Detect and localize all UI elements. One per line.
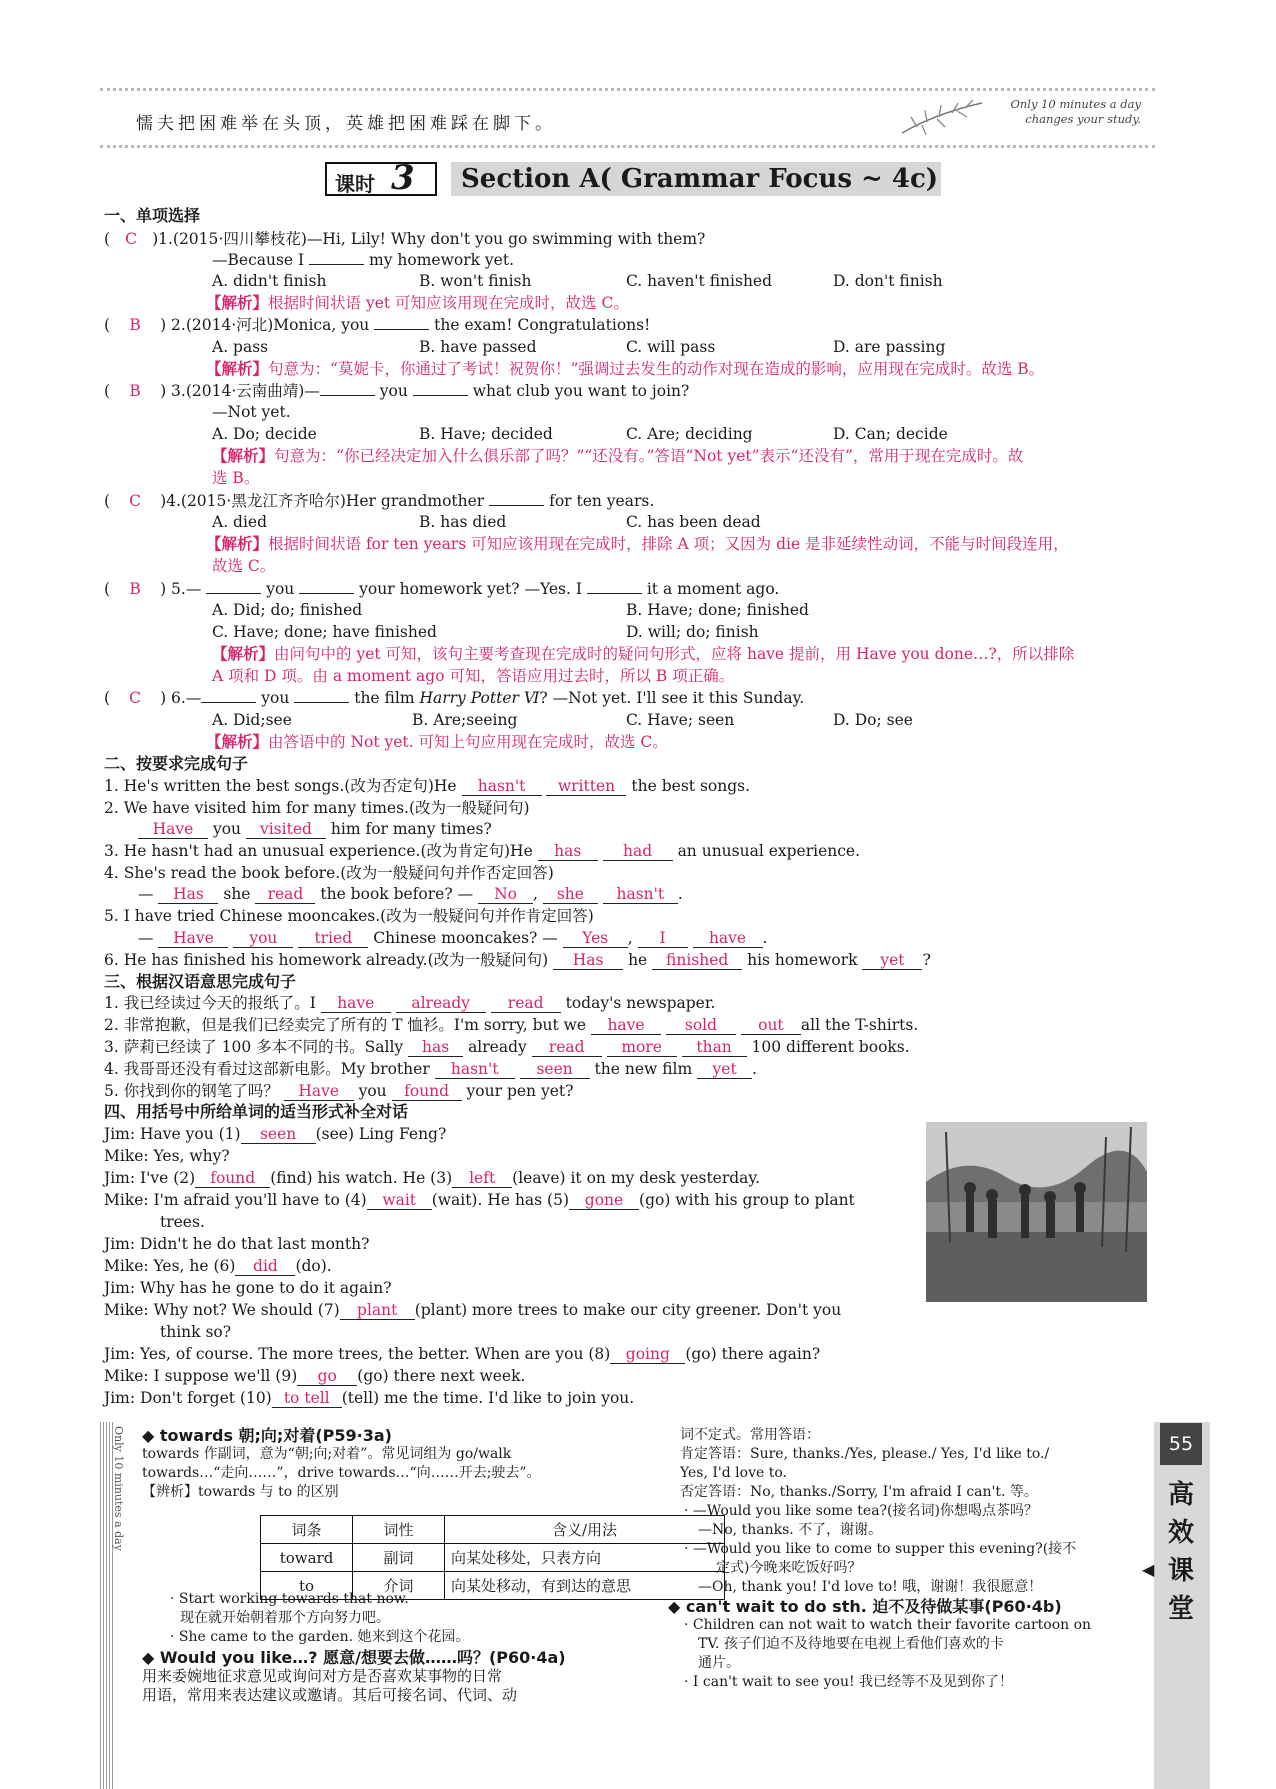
table-cell: 介词 (353, 1572, 445, 1600)
answer-blank: Have (158, 930, 228, 948)
answer-blank: seen (520, 1061, 590, 1079)
slogan-line-1: Only 10 minutes a day (1010, 97, 1141, 111)
sentence-tail: an unusual experience. (677, 842, 861, 860)
answer-blank: Have (138, 821, 208, 839)
table-header: 含义/用法 (445, 1516, 725, 1544)
blank (294, 689, 349, 703)
film-title: Harry Potter Ⅵ (419, 689, 540, 707)
q5-stem-b: you (266, 580, 295, 598)
blank (374, 316, 429, 330)
q1-stem: )1.(2015·四川攀枝花)—Hi, Lily! Why don't you go swimming with them? (152, 230, 706, 248)
dialog-line-8 (104, 1300, 841, 1320)
example: · —Would you like to come to supper this evening?(接不 (684, 1541, 1077, 1557)
key-label: 【解析】 (206, 534, 269, 553)
q3-stem: ) 3.(2014·云南曲靖)— (160, 382, 320, 400)
answer-blank: yet (862, 952, 922, 970)
sentence-text: 1. 我已经读过今天的报纸了。I (104, 994, 316, 1012)
dialog-text: Mike: Why not? We should (7) (104, 1301, 340, 1319)
answer-blank: has (408, 1039, 463, 1057)
dialog-text: Jim: I've (2) (104, 1169, 196, 1187)
table-cell: toward (261, 1544, 353, 1572)
option: A. didn't finish (212, 272, 327, 290)
p2-sentence-1 (104, 776, 750, 796)
q6-explanation (206, 732, 668, 752)
answer-blank: have (591, 1017, 661, 1035)
answer-blank: you (233, 930, 293, 948)
key-text: 句意为：“莫妮卡，你通过了考试！祝贺你！”强调过去发生的动作对现在造成的影响，应用现在完成时。故选 B。 (268, 360, 1045, 378)
q6-stem: ) 6.— (160, 689, 202, 707)
p2-sentence-3 (104, 841, 860, 861)
notes-left-examples (170, 1590, 470, 1647)
note-text: 否定答语：No, thanks./Sorry, I'm afraid I can't. 等。 (680, 1484, 1038, 1500)
dialog-line-1 (104, 1124, 446, 1144)
answer-blank: left (452, 1170, 512, 1188)
option: C. haven't finished (626, 272, 773, 290)
answer-blank: I (638, 930, 688, 948)
slogan (1010, 97, 1141, 127)
notes-right-column (668, 1426, 1092, 1692)
blank (201, 689, 256, 703)
answer-blank: hasn't (462, 778, 542, 796)
answer-mid: his homework (747, 951, 858, 969)
p2-sentence-2: 2. We have visited him for many times.(改为一般疑问句) (104, 799, 530, 817)
q3-explanation (212, 446, 1023, 466)
example: 定式)今晚来吃饭好吗？ (716, 1560, 862, 1576)
part1-heading: 一、单项选择 (104, 206, 201, 225)
sentence-tail: 100 different books. (751, 1038, 910, 1056)
answer-blank: have (693, 930, 763, 948)
answer-blank: Yes (563, 930, 628, 948)
answer-blank: to tell (272, 1390, 342, 1408)
answer-blank: gone (569, 1192, 639, 1210)
notes-panel (100, 1422, 1200, 1789)
answer-blank: read (491, 995, 561, 1013)
example: 通片。 (698, 1655, 740, 1671)
key-label: 【解析】 (212, 644, 275, 663)
option: D. will; do; finish (626, 623, 759, 641)
answer-blank: more (607, 1039, 677, 1057)
sentence-text: 4. 我哥哥还没有看过这部新电影。My brother (104, 1060, 430, 1078)
p2-sentence-4: 4. She's read the book before.(改为一般疑问句并作否定回答) (104, 864, 554, 882)
q3-explanation-2: 选 B。 (212, 469, 260, 487)
dialog-line-9 (104, 1344, 820, 1364)
key-text: 句意为：“你已经决定加入什么俱乐部了吗？”“还没有。”答语“Not yet”表示“还没有”，常用于现在完成时。故 (274, 447, 1024, 465)
answer-blank: out (741, 1017, 801, 1035)
answer-mid: she (223, 885, 251, 903)
answer-3: B (129, 382, 141, 400)
dialog-text: (go) there again? (685, 1345, 821, 1363)
dialog-text: (go) with his group to plant (639, 1191, 855, 1209)
question-2: ( B ) 2.(2014·河北)Monica, you the exam! Congratulations! (104, 316, 651, 334)
table-cell: 副词 (353, 1544, 445, 1572)
answer-blank: go (297, 1368, 357, 1386)
p3-sentence-3 (104, 1037, 910, 1057)
example: TV. 孩子们迫不及待地要在电视上看他们喜欢的卡 (698, 1636, 1004, 1652)
plant-decoration-icon (897, 83, 987, 143)
tab-char: 效 (1167, 1518, 1194, 1548)
answer-blank: tried (298, 930, 368, 948)
answer-mid: you (212, 820, 242, 838)
key-label: 【解析】 (206, 732, 269, 751)
motto: 懦夫把困难举在头顶，英雄把困难踩在脚下。 (136, 114, 556, 134)
q4-stem: )4.(2015·黑龙江齐齐哈尔)Her grandmother (160, 492, 485, 510)
option: C. Have; done; have finished (212, 623, 437, 641)
q4-explanation-2: 故选 C。 (212, 557, 276, 575)
dialog-text: (plant) more trees to make our city greener. Don't you (414, 1301, 842, 1319)
note-heading: ◆ can't wait to do sth. 迫不及待做某事(P60·4b) (668, 1597, 1062, 1616)
option: B. Are;seeing (412, 711, 518, 729)
dialog-text: (find) his watch. He (3) (270, 1169, 453, 1187)
question-1-line2 (212, 250, 514, 270)
answer-blank: Has (553, 952, 623, 970)
answer-blank: has (538, 843, 598, 861)
answer-4: C (129, 492, 141, 510)
sentence-text: 1. He's written the best songs.(改为否定句)He (104, 777, 457, 795)
answer-1: C (125, 230, 137, 248)
dialog-text: (do). (295, 1257, 332, 1275)
note-text: 用语，常用来表达建议或邀请。其后可接名词、代词、动 (142, 1686, 518, 1704)
slogan-line-2: changes your study. (1025, 112, 1141, 126)
p3-sentence-4: 4. 我哥哥还没有看过这部新电影。My brother hasn't seen the new film yet . (104, 1060, 758, 1078)
example: · —Would you like some tea?(接名词)你想喝点茶吗？ (684, 1503, 1038, 1519)
option: B. won't finish (419, 272, 532, 290)
note-text: towards…“走向……”，drive towards…“向……开去;驶去”。 (142, 1465, 541, 1481)
answer-2: B (129, 316, 141, 334)
dialog-line-8b: think so? (160, 1323, 232, 1341)
dialog-text: (wait). He has (5) (431, 1191, 570, 1209)
lesson-number: 3 (391, 158, 415, 198)
answer-blank: No (478, 886, 533, 904)
dialog-line-4b: trees. (160, 1213, 205, 1231)
blank (206, 580, 261, 594)
table-header: 词条 (261, 1516, 353, 1544)
blank (320, 382, 375, 396)
answer-blank: did (235, 1258, 295, 1276)
option: A. pass (212, 338, 269, 356)
sentence-text: 2. 非常抱歉，但是我们已经卖完了所有的 T 恤衫。I'm sorry, but we (104, 1016, 587, 1034)
answer-blank: found (195, 1170, 270, 1188)
answer-mid: you (358, 1082, 387, 1100)
blank (413, 382, 468, 396)
dialog-line-11 (104, 1388, 634, 1408)
q1-stem-c: my homework yet. (369, 251, 515, 269)
notes-left-column (142, 1426, 541, 1502)
question-1: ( C )1.(2015·四川攀枝花)—Hi, Lily! Why don't you go swimming with them? (104, 230, 706, 248)
example-translation: 现在就开始朝着那个方向努力吧。 (180, 1610, 390, 1626)
q4-stem-c: for ten years. (549, 492, 655, 510)
key-text: 由问句中的 yet 可知，该句主要考查现在完成时的疑问句形式，应将 have 提前，用 Have you done…?，所以排除 (274, 645, 1075, 663)
key-text: 根据时间状语 for ten years 可知应该用现在完成时，排除 A 项；又因为 die 是非延续性动词，不能与时间段连用， (268, 535, 1069, 553)
answer-5: B (129, 580, 141, 598)
blank (299, 580, 354, 594)
p2-answer-5: — Have you tried Chinese mooncakes? — Yes , I have . (138, 929, 768, 947)
example: · Start working towards that now. (170, 1591, 409, 1607)
q5-stem-c: your homework yet? —Yes. I (359, 580, 582, 598)
question-6: ( C ) 6.— you the film Harry Potter Ⅵ? —Not yet. I'll see it this Sunday. (104, 689, 805, 707)
dialog-text: Mike: Yes, he (6) (104, 1257, 236, 1275)
lesson-title-bar (325, 158, 945, 198)
tab-char: 课 (1167, 1556, 1194, 1586)
option: B. has died (419, 513, 507, 531)
q3-stem-b: you (379, 382, 408, 400)
option: B. have passed (419, 338, 537, 356)
notes-left-section-2 (142, 1648, 566, 1705)
question-4: ( C )4.(2015·黑龙江齐齐哈尔)Her grandmother for ten years. (104, 492, 655, 510)
table-cell: to (261, 1572, 353, 1600)
lesson-label: 课时 (335, 172, 375, 196)
dialog-line-7: Jim: Why has he gone to do it again? (104, 1279, 392, 1297)
answer-blank: plant (340, 1302, 415, 1320)
example: · I can't wait to see you! 我已经等不及见到你了！ (684, 1674, 1014, 1690)
page-number: 55 (1160, 1423, 1202, 1465)
answer-tail: him for many times? (330, 820, 492, 838)
question-5: ( B ) 5.— you your homework yet? —Yes. I it a moment ago. (104, 580, 780, 598)
option: D. are passing (833, 338, 946, 356)
answer-blank: going (610, 1346, 685, 1364)
answer-blank: found (392, 1083, 462, 1101)
q5-stem-d: it a moment ago. (646, 580, 780, 598)
tab-arrow-icon: ◀ (1142, 1560, 1155, 1579)
sentence-text: 3. 萨莉已经读了 100 多本不同的书。Sally (104, 1038, 404, 1056)
tree-planting-photo (926, 1122, 1147, 1302)
key-label: 【解析】 (212, 446, 275, 465)
dialog-line-4 (104, 1190, 855, 1210)
p3-sentence-2 (104, 1015, 918, 1035)
example: · She came to the garden. 她来到这个花园。 (170, 1629, 470, 1645)
option: A. Did;see (212, 711, 292, 729)
dialog-text: Mike: I suppose we'll (9) (104, 1367, 298, 1385)
sentence-text: 3. He hasn't had an unusual experience.(改为肯定句)He (104, 842, 533, 860)
tab-char: 高 (1167, 1480, 1194, 1510)
dialog-line-6 (104, 1256, 332, 1276)
p2-answer-2 (138, 819, 492, 839)
page-header (100, 88, 1155, 148)
answer-blank: had (603, 843, 673, 861)
answer-mid: he (628, 951, 648, 969)
answer-blank: she (543, 886, 598, 904)
dialog-text: Mike: I'm afraid you'll have to (4) (104, 1191, 367, 1209)
dialog-text: Jim: Have you (1) (104, 1125, 241, 1143)
q5-explanation (212, 644, 1074, 664)
dialog-line-10 (104, 1366, 525, 1386)
lesson-number-box (325, 158, 437, 198)
table-header: 词性 (353, 1516, 445, 1544)
part3-heading: 三、根据汉语意思完成句子 (104, 972, 297, 991)
dialog-text: (go) there next week. (357, 1367, 526, 1385)
p2-sentence-5: 5. I have tried Chinese mooncakes.(改为一般疑问句并作肯定回答) (104, 907, 594, 925)
answer-mid: Chinese mooncakes? — (373, 929, 558, 947)
dialog-text: Jim: Don't forget (10) (104, 1389, 272, 1407)
example: —Oh, thank you! I'd love to! 哦，谢谢！我很愿意！ (698, 1579, 1043, 1595)
part2-heading: 二、按要求完成句子 (104, 754, 249, 773)
example: —No, thanks. 不了，谢谢。 (698, 1522, 883, 1538)
note-text: 肯定答语：Sure, thanks./Yes, please./ Yes, I'd like to./ (680, 1446, 1050, 1462)
p3-sentence-5 (104, 1081, 573, 1101)
note-text: Yes, I'd love to. (680, 1465, 787, 1481)
q3-stem-c: what club you want to join? (472, 382, 690, 400)
note-text: 词不定式。常用答语： (680, 1427, 820, 1443)
option: C. has been dead (626, 513, 761, 531)
sentence-text: 6. He has finished his homework already.(改为一般疑问句) (104, 951, 549, 969)
dialog-text: (see) Ling Feng? (315, 1125, 447, 1143)
table-cell: 向某处移动，有到达的意思 (445, 1572, 725, 1600)
option: A. Do; decide (212, 425, 317, 443)
answer-blank: than (682, 1039, 747, 1057)
option: D. don't finish (833, 272, 943, 290)
p2-answer-4: — Has she read the book before? — No , she hasn't . (138, 885, 683, 903)
note-text: 【辨析】towards 与 to 的区别 (142, 1484, 339, 1500)
key-text: 由答语中的 Not yet. 可知上句应用现在完成时，故选 C。 (268, 733, 668, 751)
answer-mid: the book before? — (320, 885, 474, 903)
option: B. Have; decided (419, 425, 553, 443)
answer-blank: written (546, 778, 626, 796)
note-heading: ◆ towards 朝;向;对着(P59·3a) (142, 1426, 392, 1445)
answer-blank: Have (284, 1083, 354, 1101)
answer-blank: yet (697, 1061, 752, 1079)
option: D. Do; see (833, 711, 913, 729)
answer-blank: finished (652, 952, 742, 970)
dialog-line-2: Mike: Yes, why? (104, 1147, 230, 1165)
key-label: 【解析】 (206, 293, 269, 312)
part4-heading: 四、用括号中所给单词的适当形式补全对话 (104, 1102, 409, 1121)
tab-char: 堂 (1167, 1594, 1194, 1624)
option: C. Have; seen (626, 711, 735, 729)
note-heading: ◆ Would you like…? 愿意/想要去做……吗？(P60·4a) (142, 1648, 566, 1667)
answer-blank: visited (246, 821, 326, 839)
answer-blank: hasn't (603, 886, 678, 904)
key-text: 根据时间状语 yet 可知应该用现在完成时，故选 C。 (268, 294, 629, 312)
answer-blank: hasn't (435, 1061, 515, 1079)
dialog-line-3 (104, 1168, 760, 1188)
q6-stem-b: you (261, 689, 290, 707)
answer-blank: have (321, 995, 391, 1013)
key-label: 【解析】 (206, 359, 269, 378)
option: C. will pass (626, 338, 716, 356)
option: A. died (212, 513, 268, 531)
example: · Children can not wait to watch their favorite cartoon on (684, 1617, 1092, 1633)
sentence-tail: today's newspaper. (565, 994, 716, 1012)
table-row (261, 1544, 725, 1572)
chapter-tab-label (1162, 1476, 1200, 1628)
option: D. Can; decide (833, 425, 948, 443)
q2-stem-c: the exam! Congratulations! (434, 316, 651, 334)
q2-explanation (206, 359, 1044, 379)
option: C. Are; deciding (626, 425, 753, 443)
q6-stem-d: ? —Not yet. I'll see it this Sunday. (539, 689, 805, 707)
answer-blank: already (396, 995, 486, 1013)
comparison-table (260, 1515, 725, 1600)
q1-explanation (206, 293, 629, 313)
answer-blank: read (255, 886, 315, 904)
q5-stem: ) 5.— (160, 580, 202, 598)
p3-sentence-1 (104, 993, 716, 1013)
note-text: 用来委婉地征求意见或询问对方是否喜欢某事物的日常 (142, 1667, 503, 1685)
answer-blank: wait (367, 1192, 432, 1210)
q4-explanation (206, 534, 1069, 554)
q1-stem-b: —Because I (212, 251, 305, 269)
section-title: Section A( Grammar Focus ~ 4c) (451, 162, 941, 196)
answer-mid: already (468, 1038, 527, 1056)
note-text: towards 作副词，意为“朝;向;对着”。常见词组为 go/walk (142, 1446, 512, 1462)
side-text: Only 10 minutes a day (111, 1426, 125, 1551)
sentence-tail: all the T-shirts. (800, 1016, 919, 1034)
blank (587, 580, 642, 594)
dialog-text: (tell) me the time. I'd like to join you. (341, 1389, 635, 1407)
table-cell: 向某处移处，只表方向 (445, 1544, 725, 1572)
dialog-text: (leave) it on my desk yesterday. (512, 1169, 761, 1187)
answer-mid: the new film (594, 1060, 693, 1078)
sentence-text: 5. 你找到你的钢笔了吗？ (104, 1082, 279, 1100)
blank (489, 492, 544, 506)
option: A. Did; do; finished (212, 601, 363, 619)
question-3: ( B ) 3.(2014·云南曲靖)— you what club you want to join? (104, 382, 690, 400)
answer-blank: sold (666, 1017, 736, 1035)
answer-blank: seen (241, 1126, 316, 1144)
answer-blank: read (532, 1039, 602, 1057)
option: B. Have; done; finished (626, 601, 809, 619)
answer-6: C (129, 689, 141, 707)
sentence-tail: the best songs. (631, 777, 751, 795)
sentence-tail: your pen yet? (466, 1082, 574, 1100)
dialog-text: Jim: Yes, of course. The more trees, the better. When are you (8) (104, 1345, 611, 1363)
q6-stem-c: the film (354, 689, 415, 707)
q5-explanation-2: A 项和 D 项。由 a moment ago 可知，答语应用过去时，所以 B 项正确。 (212, 667, 735, 685)
answer-blank: Has (158, 886, 218, 904)
dialog-line-5: Jim: Didn't he do that last month? (104, 1235, 370, 1253)
q2-stem: ) 2.(2014·河北)Monica, you (160, 316, 370, 334)
blank (309, 251, 364, 265)
p2-sentence-6: 6. He has finished his homework already.(改为一般疑问句) Has he finished his homework yet ? (104, 951, 931, 969)
q3-reply: —Not yet. (212, 403, 291, 421)
